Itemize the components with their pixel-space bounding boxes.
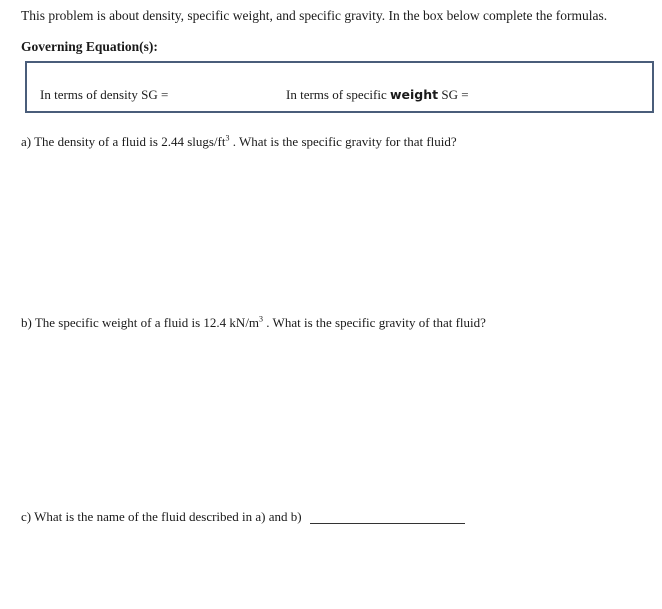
question-b-prefix: b) The specific weight of a fluid is 12.4 kN/m xyxy=(21,315,260,330)
question-c-text: c) What is the name of the fluid described in a) and b) xyxy=(21,509,302,524)
question-b xyxy=(21,315,486,331)
governing-equations-heading: Governing Equation(s): xyxy=(21,39,158,54)
question-a-prefix: a) The density of a fluid is 2.44 slugs/ft xyxy=(21,134,226,149)
density-formula-label: In terms of density SG = xyxy=(40,87,169,102)
specific-weight-formula-suffix: SG = xyxy=(438,87,469,102)
question-a-superscript: 3 xyxy=(225,133,230,143)
question-c xyxy=(21,509,465,525)
question-a-suffix: . What is the specific gravity for that fluid? xyxy=(229,134,457,149)
equation-box[interactable] xyxy=(25,61,654,113)
specific-weight-formula-label xyxy=(286,87,469,103)
problem-intro: This problem is about density, specific weight, and specific gravity. In the box below complete the formulas. xyxy=(21,8,608,23)
question-b-superscript: 3 xyxy=(259,314,264,324)
answer-blank-line[interactable] xyxy=(310,523,465,524)
question-b-suffix: . What is the specific gravity of that fluid? xyxy=(263,315,486,330)
specific-weight-formula-prefix: In terms of specific xyxy=(286,87,390,102)
weight-bold-word: weight xyxy=(389,87,439,102)
question-a xyxy=(21,134,457,150)
